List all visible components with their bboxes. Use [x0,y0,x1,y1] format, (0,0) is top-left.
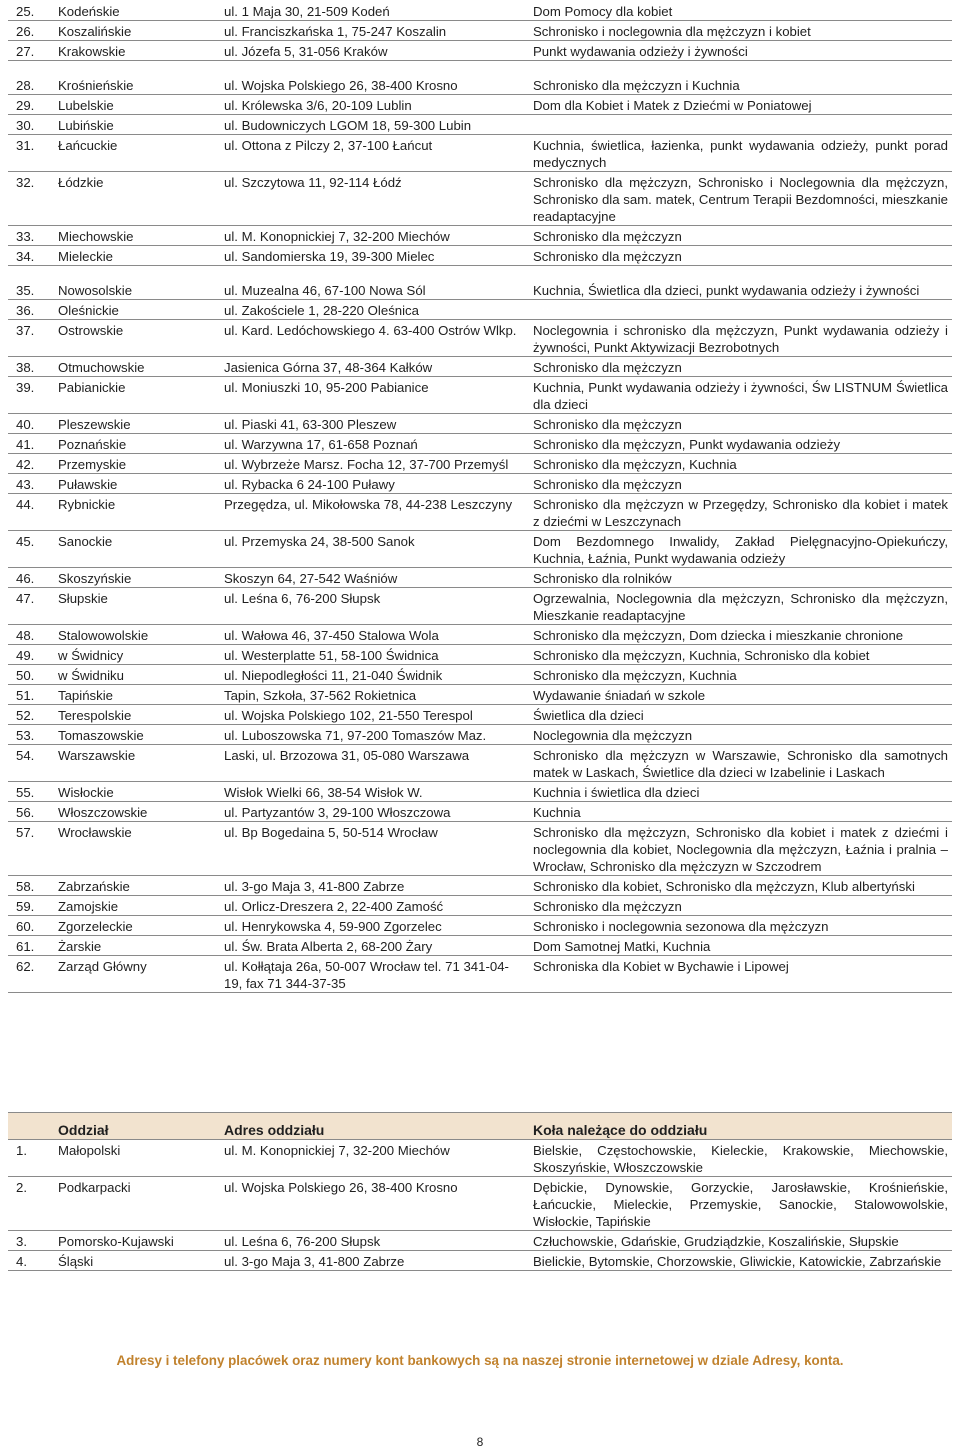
row-number: 1. [8,1140,54,1177]
row-circle-name: Pleszewskie [54,414,220,434]
row-address: ul. Kołłątaja 26a, 50-007 Wrocław tel. 71 341-04-19, fax 71 344-37-35 [220,956,529,993]
row-circle-name: Lubińskie [54,115,220,135]
row-address: ul. Niepodległości 11, 21-040 Świdnik [220,665,529,685]
row-facilities: Kuchnia, świetlica, łazienka, punkt wydawania odzieży, punkt porad medycznych [529,135,952,172]
table-row [8,75,952,95]
row-circle-name: Sanockie [54,531,220,568]
row-number: 35. [8,280,54,300]
table-row [8,377,952,414]
row-address: ul. Warzywna 17, 61-658 Poznań [220,434,529,454]
row-facilities: Schroniska dla Kobiet w Bychawie i Lipowej [529,956,952,993]
row-number: 34. [8,246,54,266]
row-member-circles: Dębickie, Dynowskie, Gorzyckie, Jarosławskie, Krośnieńskie, Łańcuckie, Mieleckie, Przemyskie, Sanockie, Stalowowolskie, Wisłockie, Tapińskie [529,1177,952,1231]
row-number: 49. [8,645,54,665]
row-circle-name: Pabianickie [54,377,220,414]
table-row [8,725,952,745]
row-circle-name: Zamojskie [54,896,220,916]
table-row [8,1251,952,1271]
row-circle-name: Zarząd Główny [54,956,220,993]
row-address: ul. Królewska 3/6, 20-109 Lublin [220,95,529,115]
regional-branches-table [8,1112,952,1271]
row-facilities: Schronisko dla mężczyzn [529,226,952,246]
row-circle-name: Krakowskie [54,41,220,61]
table-row [8,494,952,531]
row-number: 25. [8,1,54,21]
row-number: 38. [8,357,54,377]
table-row [8,822,952,876]
row-address: ul. Moniuszki 10, 95-200 Pabianice [220,377,529,414]
table-row [8,916,952,936]
table-row [8,172,952,226]
row-branch-address: ul. Leśna 6, 76-200 Słupsk [220,1231,529,1251]
row-branch-name: Śląski [54,1251,220,1271]
row-address: Jasienica Górna 37, 48-364 Kałków [220,357,529,377]
row-address: ul. Rybacka 6 24-100 Puławy [220,474,529,494]
table-row [8,226,952,246]
row-address: ul. Bp Bogedaina 5, 50-514 Wrocław [220,822,529,876]
row-address: ul. Wałowa 46, 37-450 Stalowa Wola [220,625,529,645]
row-number: 57. [8,822,54,876]
row-number: 3. [8,1231,54,1251]
row-facilities: Schronisko dla mężczyzn, Kuchnia [529,454,952,474]
row-address: Laski, ul. Brzozowa 31, 05-080 Warszawa [220,745,529,782]
row-facilities: Schronisko dla mężczyzn i Kuchnia [529,75,952,95]
table-row [8,135,952,172]
table-row [8,645,952,665]
row-circle-name: w Świdnicy [54,645,220,665]
row-circle-name: Wrocławskie [54,822,220,876]
table-row [8,782,952,802]
row-facilities: Noclegownia dla mężczyzn [529,725,952,745]
row-circle-name: Nowosolskie [54,280,220,300]
table-row [8,1140,952,1177]
row-circle-name: Ostrowskie [54,320,220,357]
row-circle-name: Terespolskie [54,705,220,725]
row-facilities: Schronisko i noclegownia sezonowa dla mężczyzn [529,916,952,936]
row-circle-name: Puławskie [54,474,220,494]
table-row [8,41,952,61]
row-facilities: Dom Pomocy dla kobiet [529,1,952,21]
row-address: ul. Westerplatte 51, 58-100 Świdnica [220,645,529,665]
row-number: 32. [8,172,54,226]
table-row [8,95,952,115]
row-circle-name: Oleśnickie [54,300,220,320]
row-circle-name: Łódzkie [54,172,220,226]
row-address: ul. Luboszowska 71, 97-200 Tomaszów Maz. [220,725,529,745]
regional-table-body [8,1140,952,1271]
row-circle-name: Łańcuckie [54,135,220,172]
row-number: 26. [8,21,54,41]
row-circle-name: Otmuchowskie [54,357,220,377]
header-address: Adres oddziału [220,1113,529,1140]
row-address: ul. Przemyska 24, 38-500 Sanok [220,531,529,568]
header-branch: Oddział [54,1113,220,1140]
footer-note: Adresy i telefony placówek oraz numery kont bankowych są na naszej stronie internetowej w dziale Adresy, konta. [116,1353,844,1368]
row-number: 33. [8,226,54,246]
row-number: 61. [8,936,54,956]
table-row [8,665,952,685]
row-address: ul. 1 Maja 30, 21-509 Kodeń [220,1,529,21]
table-row [8,21,952,41]
row-address: ul. Józefa 5, 31-056 Kraków [220,41,529,61]
row-facilities: Punkt wydawania odzieży i żywności [529,41,952,61]
row-facilities: Dom dla Kobiet i Matek z Dziećmi w Poniatowej [529,95,952,115]
row-circle-name: Kodeńskie [54,1,220,21]
row-circle-name: Warszawskie [54,745,220,782]
row-number: 39. [8,377,54,414]
row-address: Przegędza, ul. Mikołowska 78, 44-238 Leszczyny [220,494,529,531]
row-circle-name: Żarskie [54,936,220,956]
row-address: ul. Św. Brata Alberta 2, 68-200 Żary [220,936,529,956]
row-facilities: Kuchnia, Punkt wydawania odzieży i żywności, Św LISTNUM Świetlica dla dzieci [529,377,952,414]
row-number: 55. [8,782,54,802]
row-address: ul. Wybrzeże Marsz. Focha 12, 37-700 Przemyśl [220,454,529,474]
row-number: 30. [8,115,54,135]
table-row [8,1177,952,1231]
table-row [8,896,952,916]
row-number: 51. [8,685,54,705]
row-address: Skoszyn 64, 27-542 Waśniów [220,568,529,588]
row-facilities: Kuchnia i świetlica dla dzieci [529,782,952,802]
row-member-circles: Bielskie, Częstochowskie, Kieleckie, Krakowskie, Miechowskie, Skoszyńskie, Włoszczowskie [529,1140,952,1177]
row-number: 62. [8,956,54,993]
row-member-circles: Bielickie, Bytomskie, Chorzowskie, Gliwickie, Katowickie, Zabrzańskie [529,1251,952,1271]
row-facilities: Schronisko dla mężczyzn [529,246,952,266]
row-number: 48. [8,625,54,645]
table-row [8,588,952,625]
table-row [8,531,952,568]
table-row [8,414,952,434]
table-row [8,246,952,266]
row-number: 59. [8,896,54,916]
row-circle-name: Tomaszowskie [54,725,220,745]
row-circle-name: Słupskie [54,588,220,625]
row-circle-name: Zgorzeleckie [54,916,220,936]
row-address: ul. Ottona z Pilczy 2, 37-100 Łańcut [220,135,529,172]
row-facilities: Schronisko dla mężczyzn, Punkt wydawania odzieży [529,434,952,454]
table-row [8,474,952,494]
row-circle-name: Skoszyńskie [54,568,220,588]
row-address: ul. Szczytowa 11, 92-114 Łódź [220,172,529,226]
row-facilities: Schronisko dla mężczyzn [529,896,952,916]
row-address: ul. Sandomierska 19, 39-300 Mielec [220,246,529,266]
row-facilities: Schronisko dla mężczyzn [529,414,952,434]
row-facilities: Świetlica dla dzieci [529,705,952,725]
table-row [8,568,952,588]
row-branch-name: Pomorsko-Kujawski [54,1231,220,1251]
row-facilities: Wydawanie śniadań w szkole [529,685,952,705]
row-number: 2. [8,1177,54,1231]
row-circle-name: Włoszczowskie [54,802,220,822]
row-number: 47. [8,588,54,625]
row-address: ul. 3-go Maja 3, 41-800 Zabrze [220,876,529,896]
row-circle-name: Lubelskie [54,95,220,115]
row-number: 46. [8,568,54,588]
row-facilities: Ogrzewalnia, Noclegownia dla mężczyzn, Schronisko dla mężczyzn, Mieszkanie readaptacyjne [529,588,952,625]
row-number: 43. [8,474,54,494]
row-address: ul. Budowniczych LGOM 18, 59-300 Lubin [220,115,529,135]
row-address: ul. Wojska Polskiego 102, 21-550 Terespol [220,705,529,725]
row-number: 45. [8,531,54,568]
row-circle-name: Miechowskie [54,226,220,246]
row-facilities: Schronisko dla mężczyzn, Kuchnia [529,665,952,685]
row-facilities: Schronisko dla mężczyzn, Kuchnia, Schronisko dla kobiet [529,645,952,665]
row-number: 53. [8,725,54,745]
table-row [8,300,952,320]
row-address: ul. Piaski 41, 63-300 Pleszew [220,414,529,434]
row-address: Wisłok Wielki 66, 38-54 Wisłok W. [220,782,529,802]
row-facilities: Dom Samotnej Matki, Kuchnia [529,936,952,956]
row-branch-name: Małopolski [54,1140,220,1177]
row-address: ul. Leśna 6, 76-200 Słupsk [220,588,529,625]
row-facilities: Schronisko i noclegownia dla mężczyzn i kobiet [529,21,952,41]
row-facilities: Schronisko dla rolników [529,568,952,588]
row-address: ul. Franciszkańska 1, 75-247 Koszalin [220,21,529,41]
row-circle-name: w Świdniku [54,665,220,685]
row-number: 4. [8,1251,54,1271]
row-facilities: Schronisko dla mężczyzn, Schronisko i Noclegownia dla mężczyzn, Schronisko dla sam. matek, Centrum Terapii Bezdomności, mieszkanie readaptacyjne [529,172,952,226]
header-circles: Koła należące do oddziału [529,1113,952,1140]
row-facilities: Dom Bezdomnego Inwalidy, Zakład Pielęgnacyjno-Opiekuńczy, Kuchnia, Łaźnia, Punkt wydawania odzieży [529,531,952,568]
row-address: ul. Henrykowska 4, 59-900 Zgorzelec [220,916,529,936]
row-number: 29. [8,95,54,115]
row-address: ul. Orlicz-Dreszera 2, 22-400 Zamość [220,896,529,916]
row-address: ul. Partyzantów 3, 29-100 Włoszczowa [220,802,529,822]
row-circle-name: Tapińskie [54,685,220,705]
row-address: ul. Wojska Polskiego 26, 38-400 Krosno [220,75,529,95]
table-row [8,1,952,21]
row-facilities: Kuchnia, Świetlica dla dzieci, punkt wydawania odzieży i żywności [529,280,952,300]
row-number: 60. [8,916,54,936]
row-number: 27. [8,41,54,61]
row-number: 37. [8,320,54,357]
table-row [8,454,952,474]
row-circle-name: Krośnieńskie [54,75,220,95]
row-facilities: Schronisko dla kobiet, Schronisko dla mężczyzn, Klub albertyński [529,876,952,896]
table-row [8,936,952,956]
table-row [8,357,952,377]
table-row [8,745,952,782]
row-number: 56. [8,802,54,822]
header-num [8,1113,54,1140]
row-number: 58. [8,876,54,896]
table-row [8,802,952,822]
row-circle-name: Mieleckie [54,246,220,266]
row-facilities: Schronisko dla mężczyzn w Przegędzy, Schronisko dla kobiet i matek z dziećmi w Leszczynach [529,494,952,531]
row-facilities [529,115,952,135]
table-row [8,876,952,896]
table-row [8,705,952,725]
regional-table-header [8,1113,952,1140]
row-address: ul. Muzealna 46, 67-100 Nowa Sól [220,280,529,300]
table-row [8,1231,952,1251]
row-facilities: Kuchnia [529,802,952,822]
row-address: ul. Zakościele 1, 28-220 Oleśnica [220,300,529,320]
row-facilities [529,300,952,320]
table-row [8,685,952,705]
row-branch-name: Podkarpacki [54,1177,220,1231]
row-circle-name: Przemyskie [54,454,220,474]
row-number: 42. [8,454,54,474]
page-number: 8 [476,1435,484,1449]
row-facilities: Schronisko dla mężczyzn, Dom dziecka i mieszkanie chronione [529,625,952,645]
row-number: 40. [8,414,54,434]
row-number: 28. [8,75,54,95]
table-row [8,625,952,645]
row-number: 31. [8,135,54,172]
table-gap [8,266,952,281]
row-facilities: Noclegownia i schronisko dla mężczyzn, Punkt wydawania odzieży i żywności, Punkt Aktywizacji Bezrobotnych [529,320,952,357]
row-facilities: Schronisko dla mężczyzn [529,357,952,377]
table-row [8,280,952,300]
row-circle-name: Wisłockie [54,782,220,802]
row-number: 36. [8,300,54,320]
table-gap [8,61,952,76]
row-branch-address: ul. Wojska Polskiego 26, 38-400 Krosno [220,1177,529,1231]
row-number: 50. [8,665,54,685]
row-facilities: Schronisko dla mężczyzn, Schronisko dla kobiet i matek z dziećmi i noclegownia dla kobiet, Noclegownia dla mężczyzn, Łaźnia i pralnia – Wrocław, Schronisko dla mężczyzn w Szczodrem [529,822,952,876]
row-branch-address: ul. 3-go Maja 3, 41-800 Zabrze [220,1251,529,1271]
row-number: 52. [8,705,54,725]
row-circle-name: Poznańskie [54,434,220,454]
row-member-circles: Człuchowskie, Gdańskie, Grudziądzkie, Koszalińskie, Słupskie [529,1231,952,1251]
row-number: 44. [8,494,54,531]
branches-table [8,1,952,993]
table-row [8,115,952,135]
table-row [8,434,952,454]
row-branch-address: ul. M. Konopnickiej 7, 32-200 Miechów [220,1140,529,1177]
table-row [8,320,952,357]
row-facilities: Schronisko dla mężczyzn [529,474,952,494]
row-facilities: Schronisko dla mężczyzn w Warszawie, Schronisko dla samotnych matek w Laskach, Świetlice dla dzieci w Izabelinie i Laskach [529,745,952,782]
row-address: ul. Kard. Ledóchowskiego 4. 63-400 Ostrów Wlkp. [220,320,529,357]
row-circle-name: Rybnickie [54,494,220,531]
row-circle-name: Koszalińskie [54,21,220,41]
branches-table-body [8,1,952,993]
row-number: 54. [8,745,54,782]
row-circle-name: Zabrzańskie [54,876,220,896]
table-row [8,956,952,993]
row-address: Tapin, Szkoła, 37-562 Rokietnica [220,685,529,705]
row-number: 41. [8,434,54,454]
row-circle-name: Stalowowolskie [54,625,220,645]
row-address: ul. M. Konopnickiej 7, 32-200 Miechów [220,226,529,246]
